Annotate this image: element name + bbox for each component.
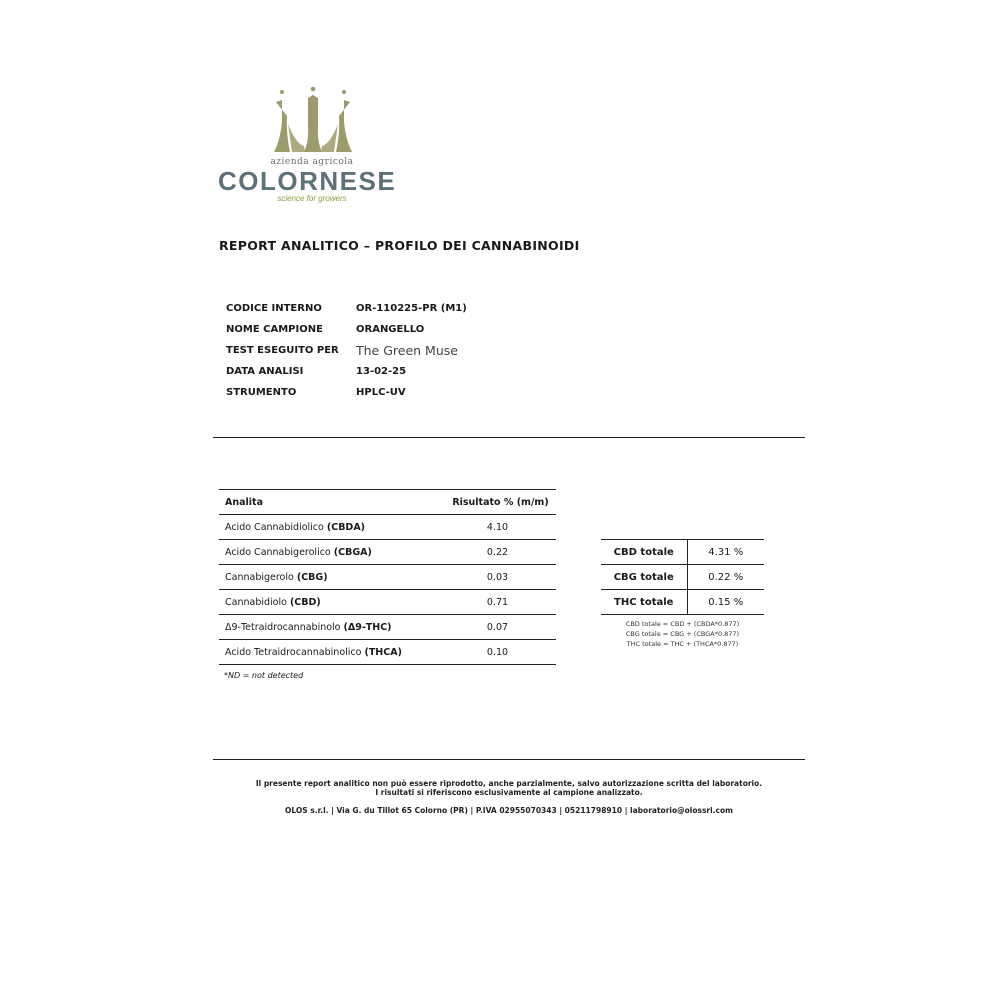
column-header-analyte: Analita [219, 490, 439, 515]
logo-tagline-top: azienda agricola [270, 157, 354, 167]
analyte-abbr: (Δ9-THC) [343, 621, 392, 633]
divider [213, 759, 805, 760]
table-row [601, 590, 764, 615]
analyte-value: 0.22 [439, 540, 556, 565]
info-value: HPLC-UV [356, 387, 406, 398]
analyte-name: Acido Cannabidiolico [225, 521, 324, 533]
analyte-name: Acido Cannabigerolico [225, 546, 331, 558]
info-row-sample-name [226, 319, 467, 340]
info-label: DATA ANALISI [226, 366, 304, 377]
analyte-name: Acido Tetraidrocannabinolico [225, 646, 362, 658]
total-label: THC totale [601, 590, 687, 615]
table-row [601, 540, 764, 565]
formula-line: THC totale = THC + (THCA*0.877) [626, 640, 739, 648]
table-row [219, 640, 556, 665]
info-label: NOME CAMPIONE [226, 324, 323, 335]
analyte-value: 0.10 [439, 640, 556, 665]
info-label: STRUMENTO [226, 387, 297, 398]
info-value: ORANGELLO [356, 324, 425, 335]
nd-footnote: *ND = not detected [224, 671, 304, 680]
table-row [219, 540, 556, 565]
analyte-value: 0.07 [439, 615, 556, 640]
analyte-name-cell [219, 615, 439, 640]
analyte-name-cell [219, 590, 439, 615]
info-value: The Green Muse [356, 343, 458, 358]
table-row [219, 615, 556, 640]
analyte-table [219, 489, 556, 665]
company-logo [212, 80, 412, 210]
analyte-name-cell [219, 565, 439, 590]
info-row-instrument [226, 382, 467, 403]
total-value: 0.15 % [687, 590, 764, 615]
total-formulas [601, 619, 764, 649]
analyte-abbr: (CBDA) [326, 521, 366, 533]
table-row [601, 565, 764, 590]
analyte-name-cell [219, 640, 439, 665]
logo-tagline-bottom: science for growers [277, 194, 347, 203]
table-row [219, 590, 556, 615]
analyte-abbr: (CBG) [296, 571, 328, 583]
total-value: 4.31 % [687, 540, 764, 565]
info-value: 13-02-25 [356, 366, 407, 377]
analyte-abbr: (THCA) [364, 646, 402, 658]
table-row [219, 515, 556, 540]
info-value: OR-110225-PR (M1) [356, 303, 467, 314]
report-title: REPORT ANALITICO – PROFILO DEI CANNABINOIDI [219, 238, 580, 253]
analyte-name: Cannabigerolo [225, 571, 294, 583]
sample-info [226, 298, 467, 403]
analyte-name-cell [219, 515, 439, 540]
totals-table [601, 539, 764, 615]
total-value: 0.22 % [687, 565, 764, 590]
analyte-name: Cannabidiolo [225, 596, 287, 608]
column-header-result: Risultato % (m/m) [439, 490, 556, 515]
analyte-abbr: (CBGA) [333, 546, 372, 558]
footer-lab-info: OLOS s.r.l. | Via G. du Tillot 65 Colorno (PR) | P.IVA 02955070343 | 05211798910 | laboratorio@olossrl.com [285, 806, 733, 815]
analyte-value: 4.10 [439, 515, 556, 540]
total-label: CBD totale [601, 540, 687, 565]
logo-brand-name: COLORNESE [218, 166, 397, 196]
analyte-name: Δ9-Tetraidrocannabinolo [225, 621, 341, 633]
info-row-analysis-date [226, 361, 467, 382]
divider [213, 437, 805, 438]
footer-disclaimer: Il presente report analitico non può essere riprodotto, anche parzialmente, salvo autorizzazione scritta del laboratorio. [255, 779, 763, 788]
total-label: CBG totale [601, 565, 687, 590]
table-header-row [219, 490, 556, 515]
table-row [219, 565, 556, 590]
info-label: TEST ESEGUITO PER [226, 345, 339, 356]
analyte-value: 0.71 [439, 590, 556, 615]
info-row-internal-code [226, 298, 467, 319]
crown-icon [272, 86, 354, 156]
info-label: CODICE INTERNO [226, 303, 322, 314]
analyte-abbr: (CBD) [289, 596, 321, 608]
footer-disclaimer-2: I risultati si riferiscono esclusivamente al campione analizzato. [375, 788, 643, 797]
formula-line: CBG totale = CBG + (CBGA*0.877) [625, 630, 740, 638]
formula-line: CBD totale = CBD + (CBDA*0.877) [625, 620, 740, 628]
analyte-value: 0.03 [439, 565, 556, 590]
info-row-client [226, 340, 467, 361]
analyte-name-cell [219, 540, 439, 565]
